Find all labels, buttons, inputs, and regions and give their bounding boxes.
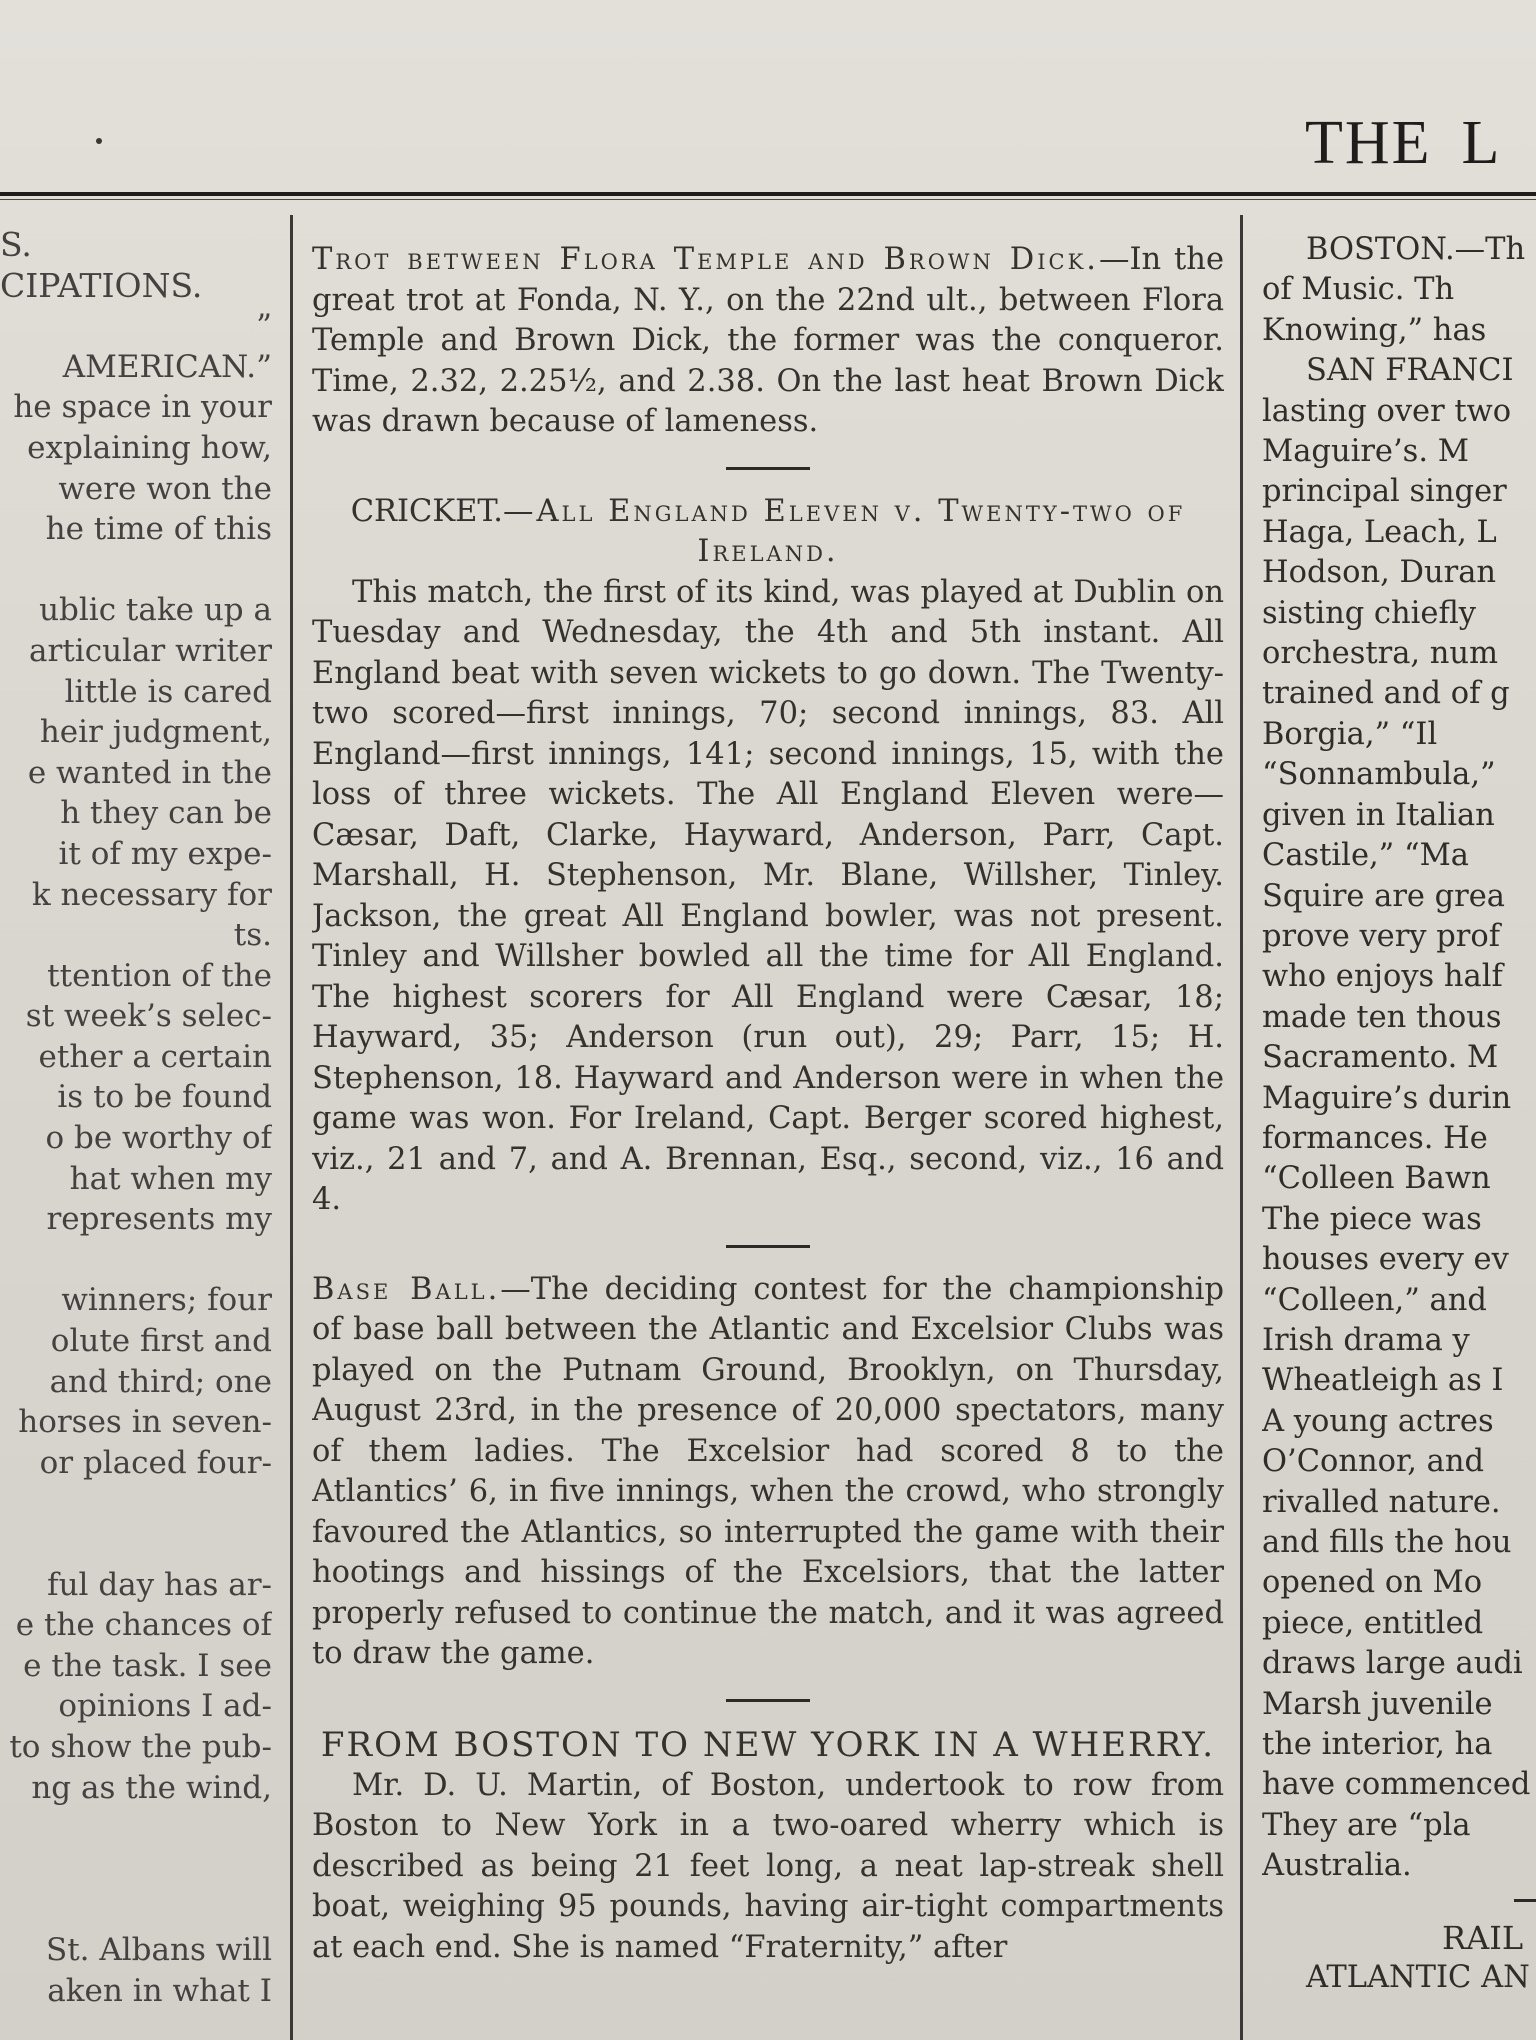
right-column-line: Knowing,” has [1262,312,1487,348]
right-column-line: RAIL [1442,1918,1524,1957]
right-column-line: Sacramento. M [1262,1040,1499,1076]
left-column-line: and third; one [49,1363,272,1400]
left-column-line: ng as the wind, [31,1769,272,1806]
left-column-line: heir judgment, [39,714,272,751]
left-column-line: aken in what I [47,1972,272,2009]
right-column-line: Maguire’s. M [1262,434,1469,470]
top-rule [0,192,1536,196]
baseball-body: —The deciding contest for the championship of base ball between the Atlantic and Excelsior Clubs was played on the Putnam Ground, Brooklyn, on Thursday, August 23rd, in the presence of 20,000 spectators, many of them ladies. The Excelsior had scored 8 to the Atlantics’ 6, in five innings, when the crowd, who strongly favoured the Atlantics, so interrupted the game with their hootings and hissings of the Excelsiors, that the latter properly refused to continue the match, and it was agreed to draw the game. [312,1271,1224,1671]
left-column-line [0,1240,272,1281]
left-column-line: ts. [233,917,272,954]
left-column-line: it of my expe- [58,835,272,872]
right-column-line: They are “pla [1262,1807,1471,1843]
left-column-line: articular writer [29,632,272,669]
cricket-heading-prefix: CRICKET. [350,493,503,529]
left-column-line [0,1849,272,1890]
left-column [0,225,272,2040]
left-column-line: st week’s selec- [25,998,272,1035]
right-column-line: Australia. [1262,1848,1412,1884]
right-column-line: trained and of g [1262,676,1510,712]
left-column-line: ” [256,308,272,345]
left-column-line: he time of this [45,511,272,548]
right-column-line: Borgia,” “Il [1262,716,1438,752]
right-column-line: opened on Mo [1262,1565,1483,1601]
right-column-line: Haga, Leach, L [1262,514,1497,550]
boston-body: Mr. D. U. Martin, of Boston, undertook to row from Boston to New York in a two-oared wherry which is described as being 21 feet long, a neat lap-streak shell boat, weighing 95 pounds, having air-tight compartments at each end. She is named “Fraternity,” after [312,1767,1224,1965]
right-column-line: Squire are grea [1262,878,1505,914]
left-column-line: opinions I ad- [58,1688,272,1725]
cricket-body: This match, the first of its kind, was played at Dublin on Tuesday and Wednesday, the 4th and 5th instant. All England beat with seven wickets to go down. The Twenty-two scored—first innings, 70; second innings, 83. All England—first innings, 141; second innings, 15, with the loss of three wickets. The All England Eleven were—Cæsar, Daft, Clarke, Hayward, Anderson, Parr, Capt. Marshall, H. Stephenson, Mr. Blane, Willsher, Tinley. Jackson, the great All England bowler, was not present. Tinley and Willsher bowled all the time for All England. The highest scorers for All England were Cæsar, 18; Hayward, 35; Anderson (run out), 29; Parr, 15; H. Stephenson, 18. Hayward and Anderson were in when the game was won. For Ireland, Capt. Berger scored highest, viz., 21 and 7, and A. Brennan, Esq., second, viz., 16 and 4. [312,574,1224,1217]
cricket-heading [312,492,1224,573]
left-column-line: little is cared [64,673,272,710]
boston-heading: FROM BOSTON TO NEW YORK IN A WHERRY. [320,1724,1216,1765]
left-column-line: e wanted in the [27,754,272,791]
left-column-line: is to be found [57,1079,272,1116]
right-column-line: the interior, ha [1262,1727,1493,1763]
column-divider-left [290,215,293,2040]
left-column-line [0,1808,272,1849]
right-column-line: draws large audi [1262,1646,1523,1682]
trot-article [312,240,1224,443]
ink-speck [96,138,102,144]
left-column-line: k necessary for [31,876,272,913]
right-column-line: given in Italian [1262,797,1495,833]
right-column-line: sisting chiefly [1262,595,1477,631]
left-column-line: winners; four [61,1282,272,1319]
right-column-line: Hodson, Duran [1262,555,1497,591]
right-column-line: Castile,” “Ma [1262,838,1469,874]
left-column-line [0,1483,272,1524]
right-column-separator [1514,1899,1536,1902]
right-column-line: O’Connor, and [1262,1444,1485,1480]
right-column-line: rivalled nature. [1262,1484,1501,1520]
right-column-line: BOSTON.—Th [1306,232,1526,267]
left-column-line: were won the [58,470,272,507]
trot-heading: Trot between Flora Temple and Brown Dick. [312,242,1099,277]
masthead-initial: L [1461,109,1502,177]
right-column-line: SAN FRANCI [1306,353,1514,389]
left-column-line [0,550,272,591]
left-column-line [0,1524,272,1565]
right-column-line: The piece was [1262,1201,1482,1237]
article-separator [726,1699,810,1702]
baseball-article [312,1270,1224,1675]
left-column-line: o be worthy of [45,1120,272,1157]
right-column-line: Wheatleigh as I [1262,1363,1504,1399]
baseball-heading: Base Ball. [312,1271,501,1307]
left-column-line: e the chances of [15,1607,272,1644]
left-column-line: hat when my [69,1160,272,1197]
right-column-line: and fills the hou [1262,1525,1512,1560]
right-column-line: Marsh juvenile [1262,1686,1493,1722]
left-column-line: St. Albans will [45,1931,272,1968]
right-column-line: “Sonnambula,” [1262,757,1496,793]
left-column-line: or placed four- [39,1444,272,1481]
right-column-line: orchestra, num [1262,636,1498,672]
article-separator [726,1245,810,1248]
right-column-line: “Colleen Bawn [1262,1161,1491,1197]
right-column-line: Irish drama y [1262,1322,1470,1358]
right-column-line: formances. He [1262,1120,1488,1156]
left-column-line: AMERICAN.” [62,348,272,385]
left-column-line: olute first and [50,1323,272,1360]
cricket-heading-rest: —All England Eleven v. Twenty-two of Ireland. [502,493,1186,569]
right-column-line: have commenced [1262,1767,1531,1803]
right-column-line: made ten thous [1262,999,1502,1035]
left-column-line: explaining how, [27,429,272,466]
trot-body: —In the great trot at Fonda, N. Y., on the 22nd ult., between Flora Temple and Brown Dick, the former was the conqueror. Time, 2.32, 2.25½, and 2.38. On the last heat Brown Dick was drawn because of lameness. [312,242,1224,439]
right-column-line: who enjoys half [1262,959,1503,995]
right-column-line: prove very prof [1262,918,1500,954]
left-column-line: e the task. I see [23,1647,272,1684]
article-separator [726,467,810,470]
left-column-line: ful day has ar- [47,1566,272,1603]
column-divider-right [1240,215,1243,2040]
right-column-line: lasting over two [1262,393,1512,429]
left-column-line: h they can be [60,795,272,832]
right-column [1262,230,1536,2040]
right-column-line: houses every ev [1262,1242,1509,1278]
right-column-line: “Colleen,” and [1262,1282,1487,1318]
left-column-line: ether a certain [38,1038,272,1075]
left-column-line [0,1889,272,1930]
right-column-line: A young actres [1262,1403,1494,1439]
masthead [1305,108,1501,179]
right-column-line: ATLANTIC AN [1306,1960,1530,1996]
left-column-line: ublic take up a [39,592,272,629]
left-column-line: ttention of the [47,957,272,994]
masthead-the: THE [1305,109,1432,177]
left-column-line: S. [0,225,32,264]
left-column-line: CIPATIONS. [0,265,203,305]
right-column-line: of Music. Th [1262,272,1455,308]
top-rule-thin [0,199,1536,200]
left-column-line: to show the pub- [9,1728,272,1765]
left-column-line: represents my [46,1201,272,1238]
left-column-line: horses in seven- [18,1404,272,1441]
left-column-line: he space in your [13,389,272,426]
right-column-line: principal singer [1262,474,1507,510]
middle-column [312,240,1224,2040]
right-column-line: Maguire’s durin [1262,1080,1512,1116]
right-column-line: piece, entitled [1262,1605,1484,1641]
